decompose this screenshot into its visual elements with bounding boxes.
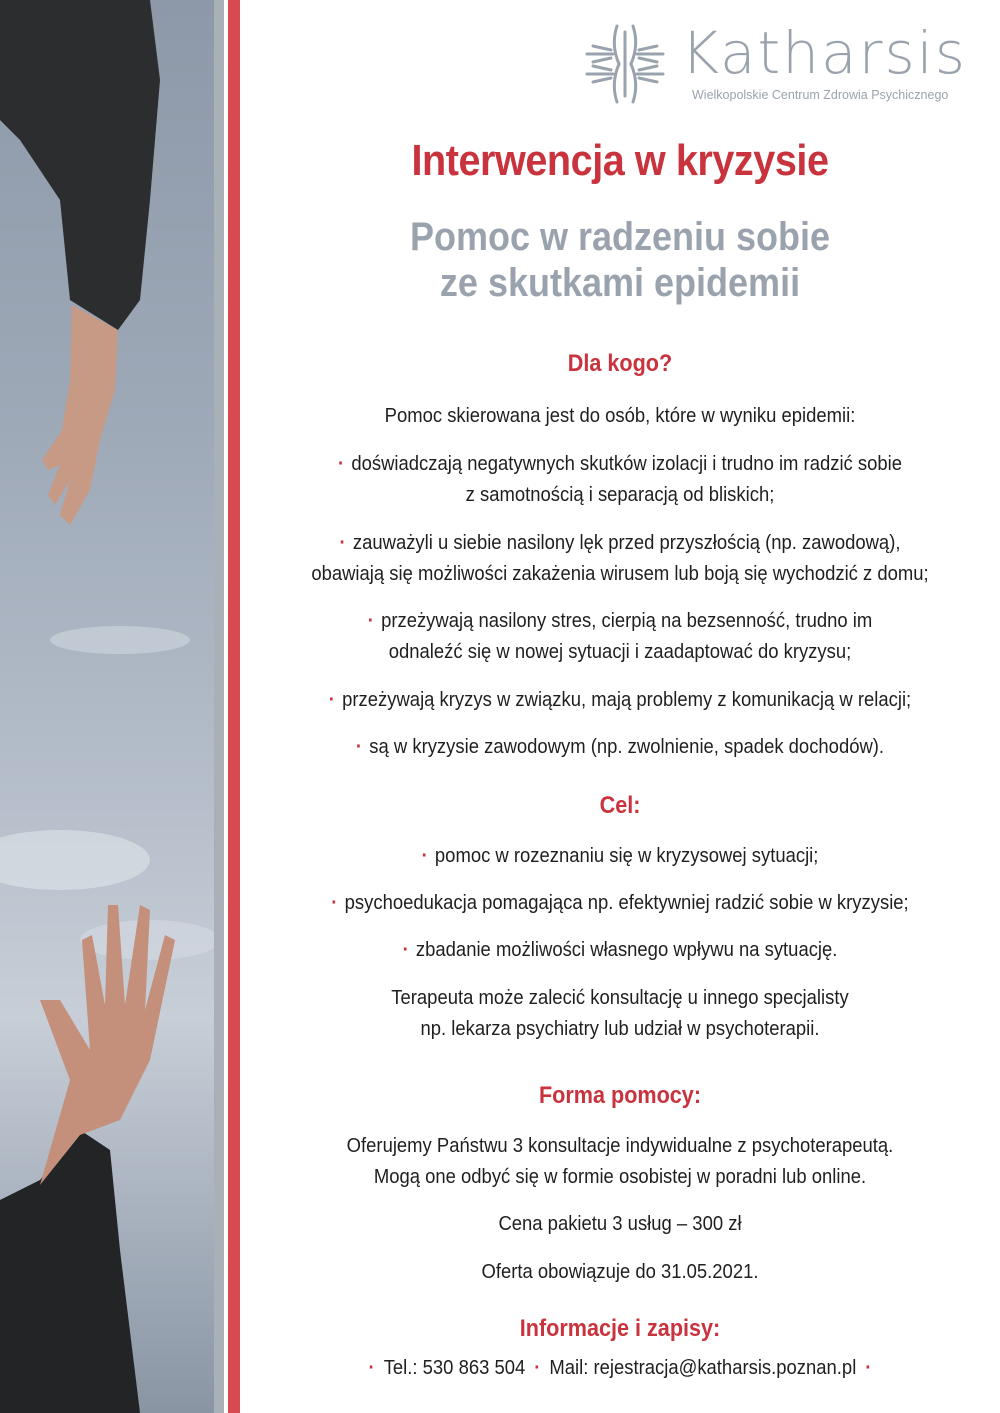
- gray-stripe: [214, 0, 224, 1413]
- form-text: [287, 1130, 953, 1192]
- note-line: np. lekarza psychiatry lub udział w psychoterapii.: [420, 1017, 820, 1040]
- page-subtitle: [287, 214, 953, 306]
- for-whom-heading: Dla kogo?: [567, 350, 673, 377]
- item-text: doświadczają negatywnych skutków izolacji i trudno im radzić sobie: [351, 452, 903, 475]
- item-text: przeżywają nasilony stres, cierpią na bezsenność, trudno im: [381, 609, 873, 632]
- hands-photo: [0, 0, 214, 1413]
- katharsis-logo-mark-icon: [583, 24, 667, 104]
- red-stripe: [228, 0, 240, 1413]
- item-line: z samotnością i separacją od bliskich;: [465, 483, 775, 506]
- page-title: Interwencja w kryzysie: [411, 136, 829, 185]
- item-line: [287, 887, 953, 918]
- for-whom-item: [287, 731, 953, 762]
- subtitle-line: Pomoc w radzeniu sobie: [409, 215, 831, 259]
- katharsis-logo: [583, 18, 983, 108]
- reaching-hands-illustration: [0, 0, 214, 1413]
- bullet-dot: ·: [337, 452, 345, 475]
- for-whom-item: [287, 605, 953, 667]
- phone-text[interactable]: Tel.: 530 863 504: [383, 1356, 526, 1379]
- item-line: [287, 527, 953, 558]
- goal-item: [287, 934, 953, 965]
- for-whom-intro: Pomoc skierowana jest do osób, które w wyniku epidemii:: [384, 404, 856, 427]
- form-line: Oferujemy Państwu 3 konsultacje indywidualne z psychoterapeutą.: [346, 1134, 894, 1157]
- subtitle-line: ze skutkami epidemii: [439, 261, 801, 305]
- item-text: psychoedukacja pomagająca np. efektywniej radzić sobie w kryzysie;: [344, 891, 909, 914]
- bullet-dot: ·: [865, 1356, 872, 1379]
- item-text: przeżywają kryzys w związku, mają problemy z komunikacją w relacji;: [342, 688, 912, 711]
- form-heading: Forma pomocy:: [538, 1082, 702, 1109]
- for-whom-item: [287, 527, 953, 589]
- item-line: [287, 605, 953, 636]
- bullet-dot: ·: [534, 1356, 541, 1379]
- item-text: są w kryzysie zawodowym (np. zwolnienie, spadek dochodów).: [369, 735, 885, 758]
- goal-note: [287, 982, 953, 1044]
- contact-row: [287, 1352, 953, 1383]
- goal-heading: Cel:: [599, 792, 641, 819]
- logo-tagline: Wielkopolskie Centrum Zdrowia Psychicznego: [692, 88, 949, 102]
- goal-item: [287, 887, 953, 918]
- for-whom-item: [287, 684, 953, 715]
- form-line: Mogą one odbyć się w formie osobistej w poradni lub online.: [373, 1165, 867, 1188]
- bullet-dot: ·: [339, 531, 346, 554]
- bullet-dot: ·: [355, 735, 363, 758]
- item-line: obawiają się możliwości zakażenia wirusem lub boją się wychodzić z domu;: [311, 562, 929, 585]
- item-line: [287, 934, 953, 965]
- bullet-dot: ·: [328, 688, 335, 711]
- item-line: [287, 840, 953, 871]
- item-text: zbadanie możliwości własnego wpływu na sytuację.: [415, 938, 838, 961]
- note-line: Terapeuta może zalecić konsultację u innego specjalisty: [391, 986, 849, 1009]
- bullet-dot: ·: [421, 844, 428, 867]
- item-text: pomoc w rozeznaniu się w kryzysowej sytuacji;: [434, 844, 819, 867]
- bullet-dot: ·: [402, 938, 409, 961]
- logo-name: Katharsis: [681, 19, 967, 87]
- item-line: [287, 684, 953, 715]
- for-whom-item: [287, 448, 953, 510]
- item-line: [287, 731, 953, 762]
- item-line: [287, 448, 953, 479]
- bullet-dot: ·: [368, 1356, 375, 1379]
- bullet-dot: ·: [367, 609, 374, 632]
- bullet-dot: ·: [331, 891, 338, 914]
- item-line: odnaleźć się w nowej sytuacji i zaadaptować do kryzysu;: [388, 640, 852, 663]
- contact-heading: Informacje i zapisy:: [519, 1315, 721, 1342]
- goal-item: [287, 840, 953, 871]
- email-text[interactable]: Mail: rejestracja@katharsis.poznan.pl: [549, 1356, 857, 1379]
- price-text: Cena pakietu 3 usług – 300 zł: [498, 1212, 742, 1235]
- item-text: zauważyli u siebie nasilony lęk przed przyszłością (np. zawodową),: [352, 531, 901, 554]
- validity-text: Oferta obowiązuje do 31.05.2021.: [481, 1260, 759, 1283]
- contact-line: [287, 1352, 953, 1383]
